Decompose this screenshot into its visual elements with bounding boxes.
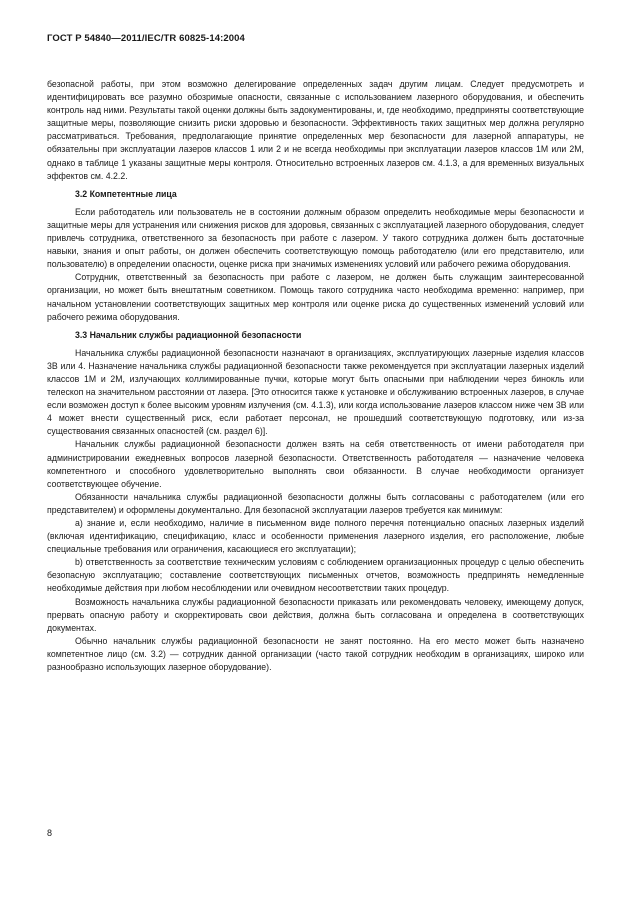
paragraph: безопасной работы, при этом возможно делегирование определенных задач другим лицам. Следует предусмотреть и идентифицировать все разумно обозримые опасности, связанные с использованием лазерного оборудования, и обеспечить контроль над ними. Результаты такой оценки должны быть задокументированы, и, где необходимо, предприняты соответствующие защитные меры, позволяющие снизить риски здоровью и безопасности. Эффективность таких защитных мер должна регулярно рассматриваться. Требования, предполагающие принятие определенных мер безопасности для лазерной аппаратуры, не обязательны при эксплуатации лазеров классов 1 или 2 и не всегда необходимы при эксплуатации лазеров классов 1М или 2М, однако в таблице 1 указаны защитные меры контроля. Относительно встроенных лазеров см. 4.1.3, а для временных визуальных эффектов см. 4.2.2. <box>47 79 584 181</box>
page-body <box>47 78 584 674</box>
paragraph: Обычно начальник службы радиационной безопасности не занят постоянно. На его место может быть назначено компетентное лицо (см. 3.2) — сотрудник данной организации (часто такой сотрудник необходим в организациях, широко или разнообразно использующих лазерное оборудование). <box>47 635 584 673</box>
paragraph: Если работодатель или пользователь не в состоянии должным образом определить необходимые меры безопасности и защитные меры для устранения или снижения рисков для здоровья, связанных с эксплуатацией лазерного оборудования, следует привлечь сотрудника, ответственного за безопасность при работе с лазером. У такого сотрудника должен быть достаточные навыки, знания и опыт работы, он должен обеспечить соответствующую помощь работодателю (или его представителю, или пользователю) в определении опасности, оценке риска при значимых изменениях условий или рабочего режима оборудования. <box>47 206 584 270</box>
paragraph: Начальника службы радиационной безопасности назначают в организациях, эксплуатирующих лазерные изделия классов 3В или 4. Назначение начальника службы радиационной безопасности также рекомендуется при эксплуатации лазерных изделий классов 1М и 2М, излучающих коллимированные пучки, которые могут быть опасными при наблюдении через бинокль или телескоп на значительном расстоянии от лазера. [Это относится также к установке и обслуживанию встроенных лазеров, в случае если возможен доступ к более высоким уровням излучения (см. 4.1.3), или когда использование лазеров классом ниже чем 3В или 4 может внести существенный риск, если работает персонал, не прошедший соответствующую подготовку, или из-за существования связанных опасностей (см. раздел 6)]. <box>47 347 584 437</box>
list-item-b: b) ответственность за соответствие техническим условиям с соблюдением организационных процедур с целью обеспечить безопасную эксплуатацию; составление соответствующих письменных отчетов, возможность предпринять немедленные необходимые действия при любом несоблюдении или очевидном несоответствии таких процедур. <box>47 557 584 594</box>
section-heading-3-3: 3.3 Начальник службы радиационной безопасности <box>75 329 302 340</box>
paragraph: Начальник службы радиационной безопасности должен взять на себя ответственность от имени работодателя при администрировании ежедневных вопросов лазерной безопасности. Ответственность работодателя — назначение человека компетентного и способного удовлетворительно выполнять свои обязанности. В случае необходимости организует соответствующее обучение. <box>47 439 584 489</box>
document-header: ГОСТ Р 54840—2011/IEC/TR 60825-14:2004 <box>47 33 245 44</box>
paragraph: Возможность начальника службы радиационной безопасности приказать или рекомендовать человеку, имеющему допуск, прервать опасную работу и скорректировать свои действия, должна быть согласована и определена в соответствующих документах. <box>47 596 584 633</box>
page-number: 8 <box>47 828 53 838</box>
section-heading-3-2: 3.2 Компетентные лица <box>75 188 177 199</box>
paragraph: Сотрудник, ответственный за безопасность при работе с лазером, не должен быть служащим заинтересованной организации, но может быть внештатным советником. Помощь такого сотрудника часто необходима временно: например, при начальном установлении соответствующих защитных мер контроля или оценке риска до существенных изменений условий или рабочего режима оборудования. <box>47 272 584 322</box>
paragraph: Обязанности начальника службы радиационной безопасности должны быть согласованы с работодателем (или его представителем) и оформлены документально. Для безопасной эксплуатации лазеров требуется как минимум: <box>47 491 584 515</box>
list-item-a: а) знание и, если необходимо, наличие в письменном виде полного перечня потенциально опасных лазерных изделий (включая идентификацию, спецификацию, класс и особенности применения лазерного изделия, его расположение, любые специальные требования или ограничения, касающиеся его эксплуатации); <box>47 518 584 555</box>
